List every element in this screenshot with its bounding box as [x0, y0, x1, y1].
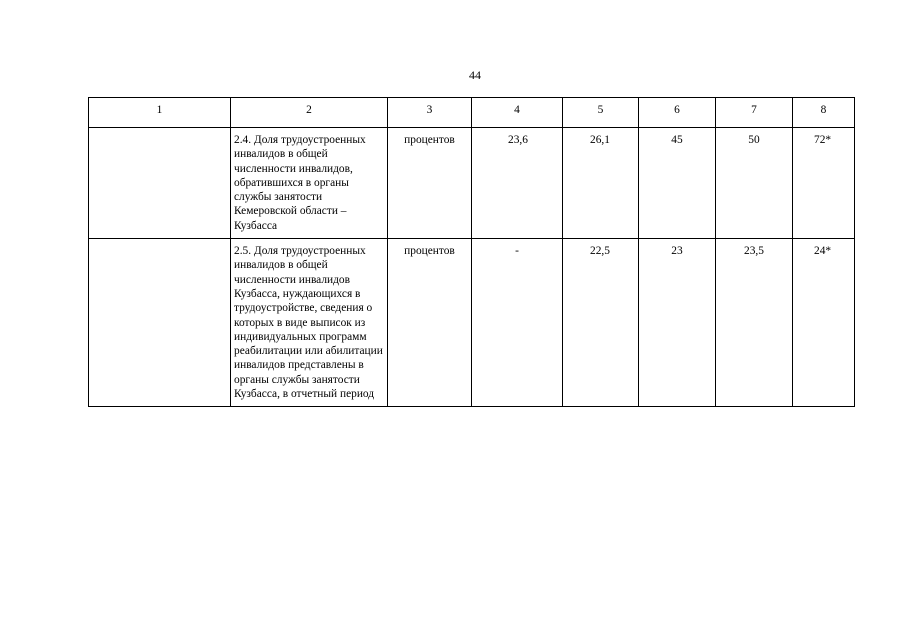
column-header-6: 6	[639, 98, 716, 128]
value-cell: 45	[639, 128, 716, 239]
value-cell: 23	[639, 239, 716, 407]
column-header-3: 3	[388, 98, 472, 128]
column-header-7: 7	[716, 98, 793, 128]
table-row	[89, 239, 855, 407]
value-cell: 72*	[793, 128, 855, 239]
indicators-table	[88, 97, 855, 407]
value-cell: 26,1	[563, 128, 639, 239]
indicator-cell: 2.4. Доля трудоустроенных инвалидов в общей численности инвалидов, обратившихся в органы службы занятости Кемеровской области – Кузбасса	[231, 128, 388, 239]
value-cell: -	[472, 239, 563, 407]
header-row	[89, 98, 855, 128]
empty-cell	[89, 128, 231, 239]
column-header-2: 2	[231, 98, 388, 128]
column-header-5: 5	[563, 98, 639, 128]
indicator-cell: 2.5. Доля трудоустроенных инвалидов в общей численности инвалидов Кузбасса, нуждающихся в трудоустройстве, сведения о которых в виде выписок из индивидуальных программ реабилитации или абилитации инвалидов представлены в органы службы занятости Кузбасса, в отчетный период	[231, 239, 388, 407]
value-cell: 23,5	[716, 239, 793, 407]
table-row	[89, 128, 855, 239]
value-cell: 50	[716, 128, 793, 239]
unit-cell: процентов	[388, 128, 472, 239]
column-header-1: 1	[89, 98, 231, 128]
value-cell: 24*	[793, 239, 855, 407]
column-header-8: 8	[793, 98, 855, 128]
value-cell: 23,6	[472, 128, 563, 239]
empty-cell	[89, 239, 231, 407]
value-cell: 22,5	[563, 239, 639, 407]
unit-cell: процентов	[388, 239, 472, 407]
column-header-4: 4	[472, 98, 563, 128]
page-number: 44	[469, 68, 481, 82]
